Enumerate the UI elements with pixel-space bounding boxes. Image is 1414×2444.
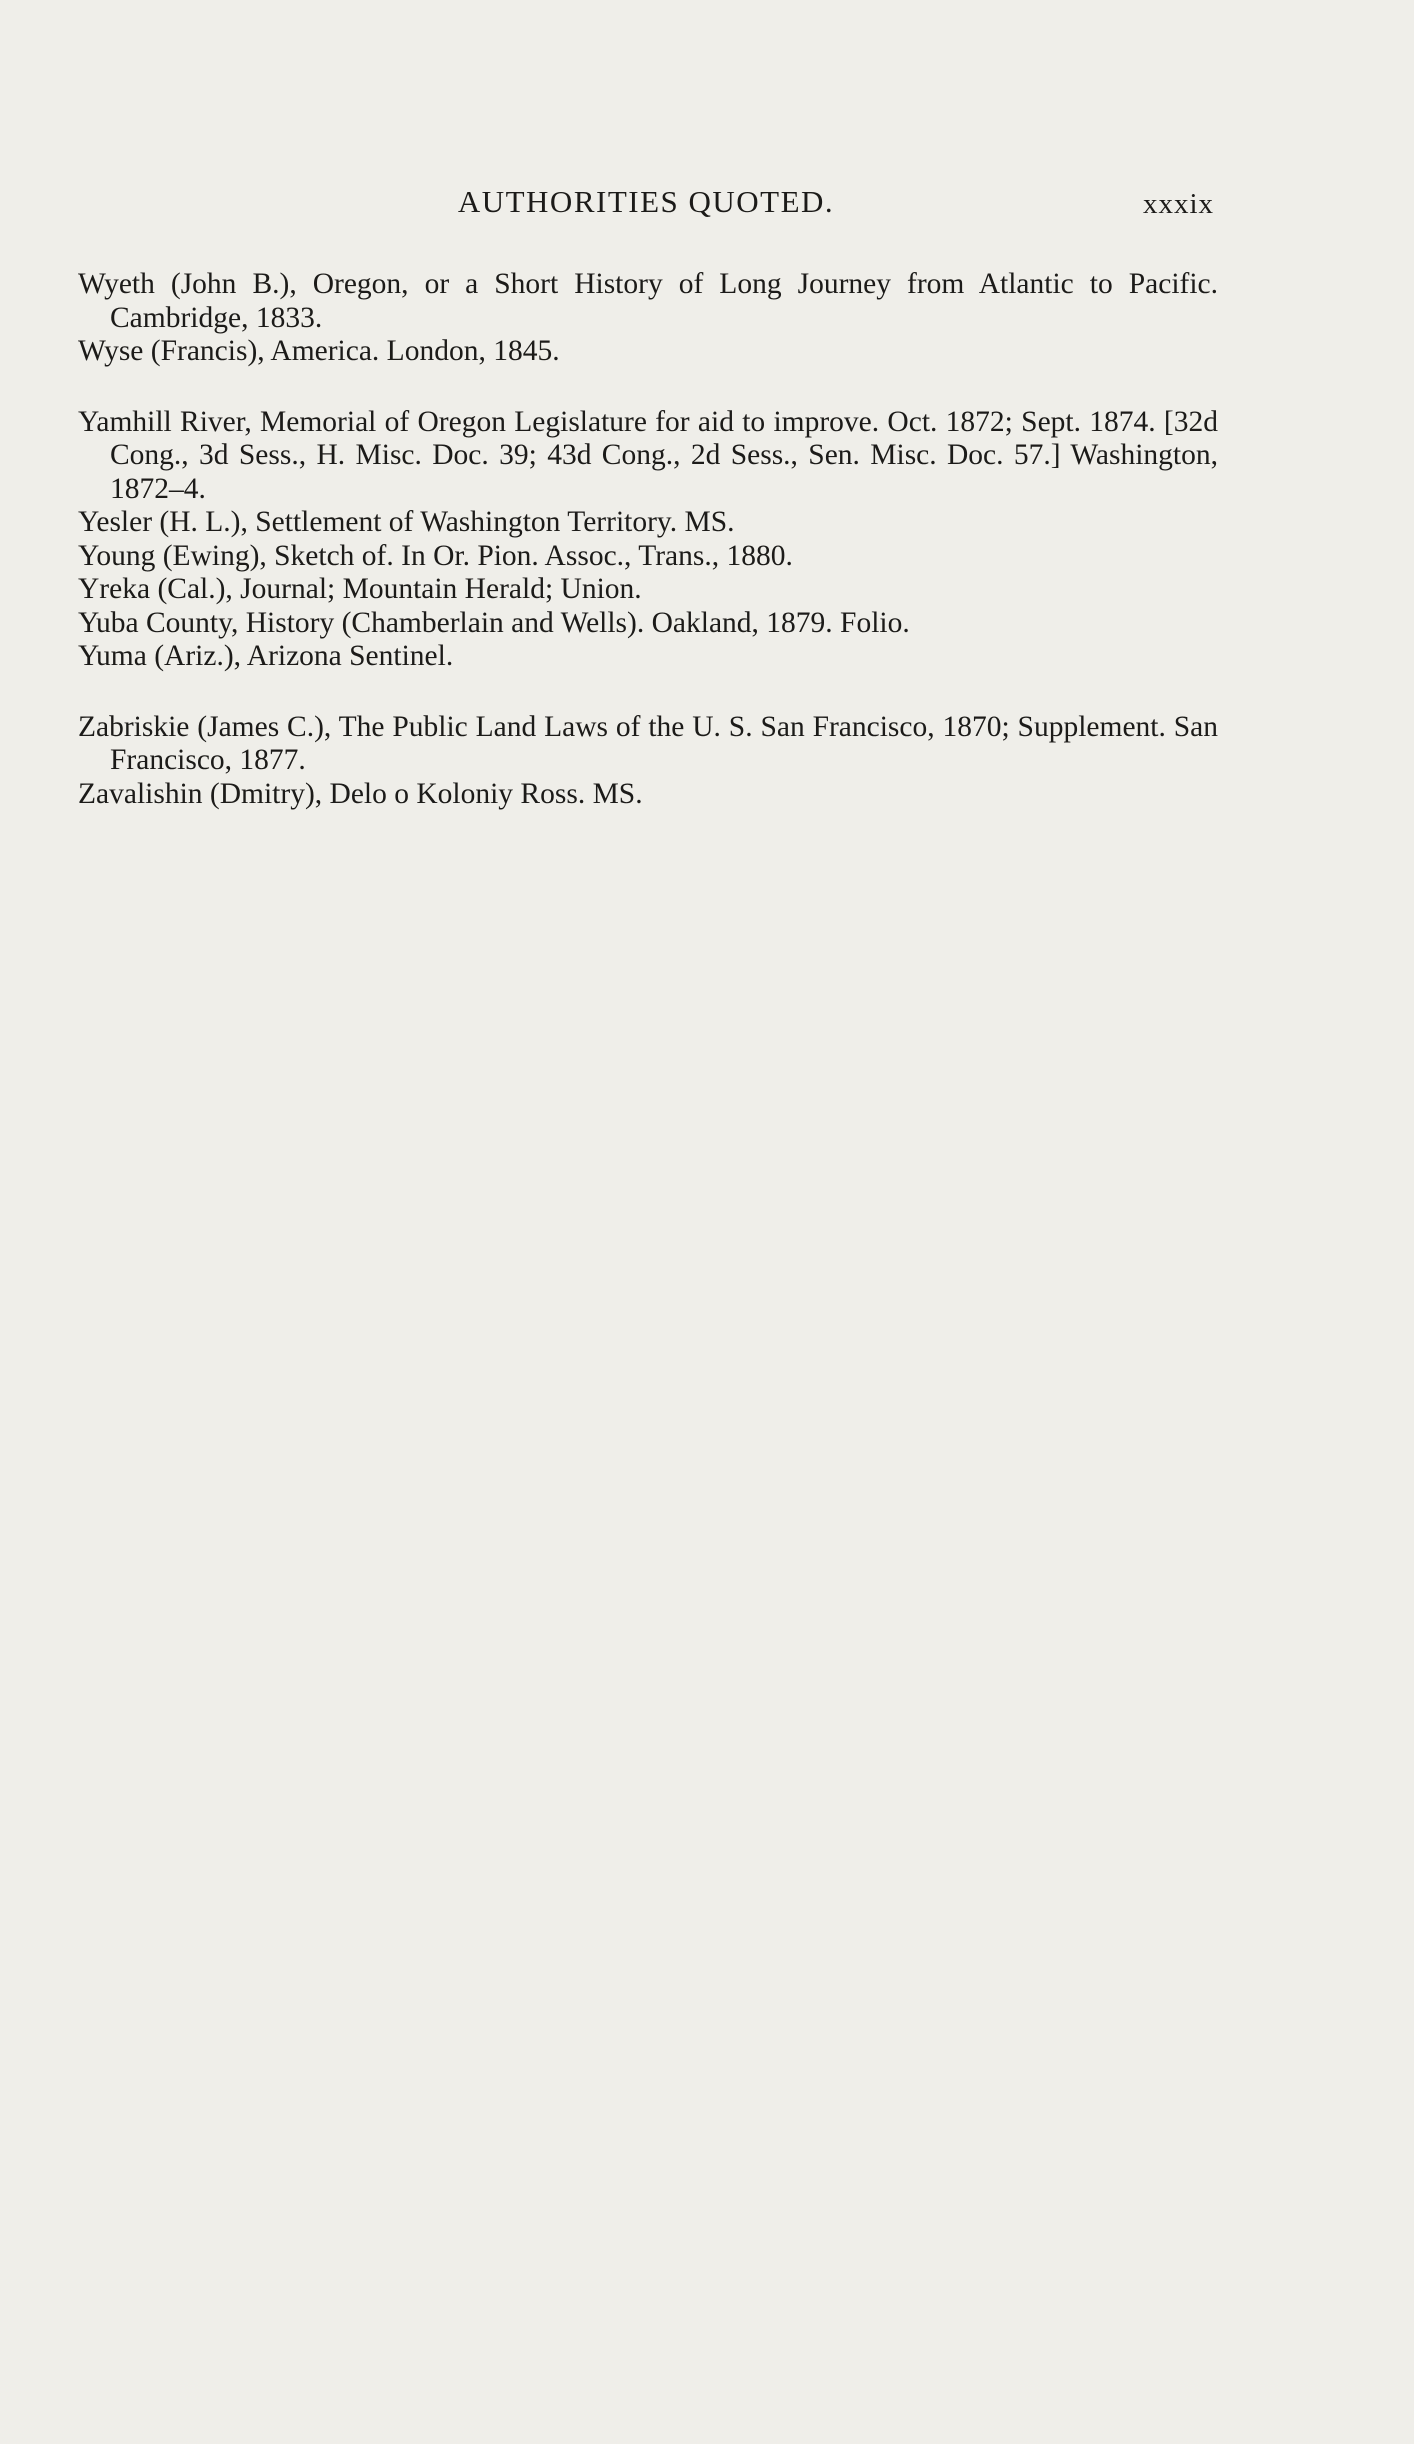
bibliography-entry: Wyse (Francis), America. London, 1845. — [78, 335, 560, 367]
bibliography-entry: Young (Ewing), Sketch of. In Or. Pion. Assoc., Trans., 1880. — [78, 539, 793, 572]
bibliography-entry: Zavalishin (Dmitry), Delo o Koloniy Ross. MS. — [78, 777, 643, 810]
bibliography-entry: Yesler (H. L.), Settlement of Washington Territory. MS. — [78, 506, 735, 538]
page-number: xxxix — [1142, 188, 1214, 220]
bibliography-entry: Yamhill River, Memorial of Oregon Legislature for aid to improve. Oct. 1872; Sept. 1874. [32d Cong., 3d Sess., H. Misc. Doc. 39; 43d Cong., 2d Sess., Sen. Misc. Doc. 57.] Washington, 1872–4. — [78, 405, 1218, 505]
bibliography-entry: Zabriskie (James C.), The Public Land Laws of the U. S. San Francisco, 1870; Supplement. San Francisco, 1877. — [78, 710, 1218, 776]
bibliography-entry: Yuma (Ariz.), Arizona Sentinel. — [78, 640, 454, 672]
entry-group-y — [78, 406, 1218, 674]
running-head — [78, 184, 1214, 224]
bibliography-list — [78, 268, 1218, 848]
bibliography-entry: Yuba County, History (Chamberlain and Wells). Oakland, 1879. Folio. — [78, 606, 910, 639]
bibliography-entry: Wyeth (John B.), Oregon, or a Short History of Long Journey from Atlantic to Pacific. Cambridge, 1833. — [78, 268, 1218, 334]
entry-group-z — [78, 711, 1218, 812]
bibliography-entry: Yreka (Cal.), Journal; Mountain Herald; Union. — [78, 573, 642, 605]
page-title: AUTHORITIES QUOTED. — [457, 184, 835, 219]
entry-group-w — [78, 268, 1218, 369]
